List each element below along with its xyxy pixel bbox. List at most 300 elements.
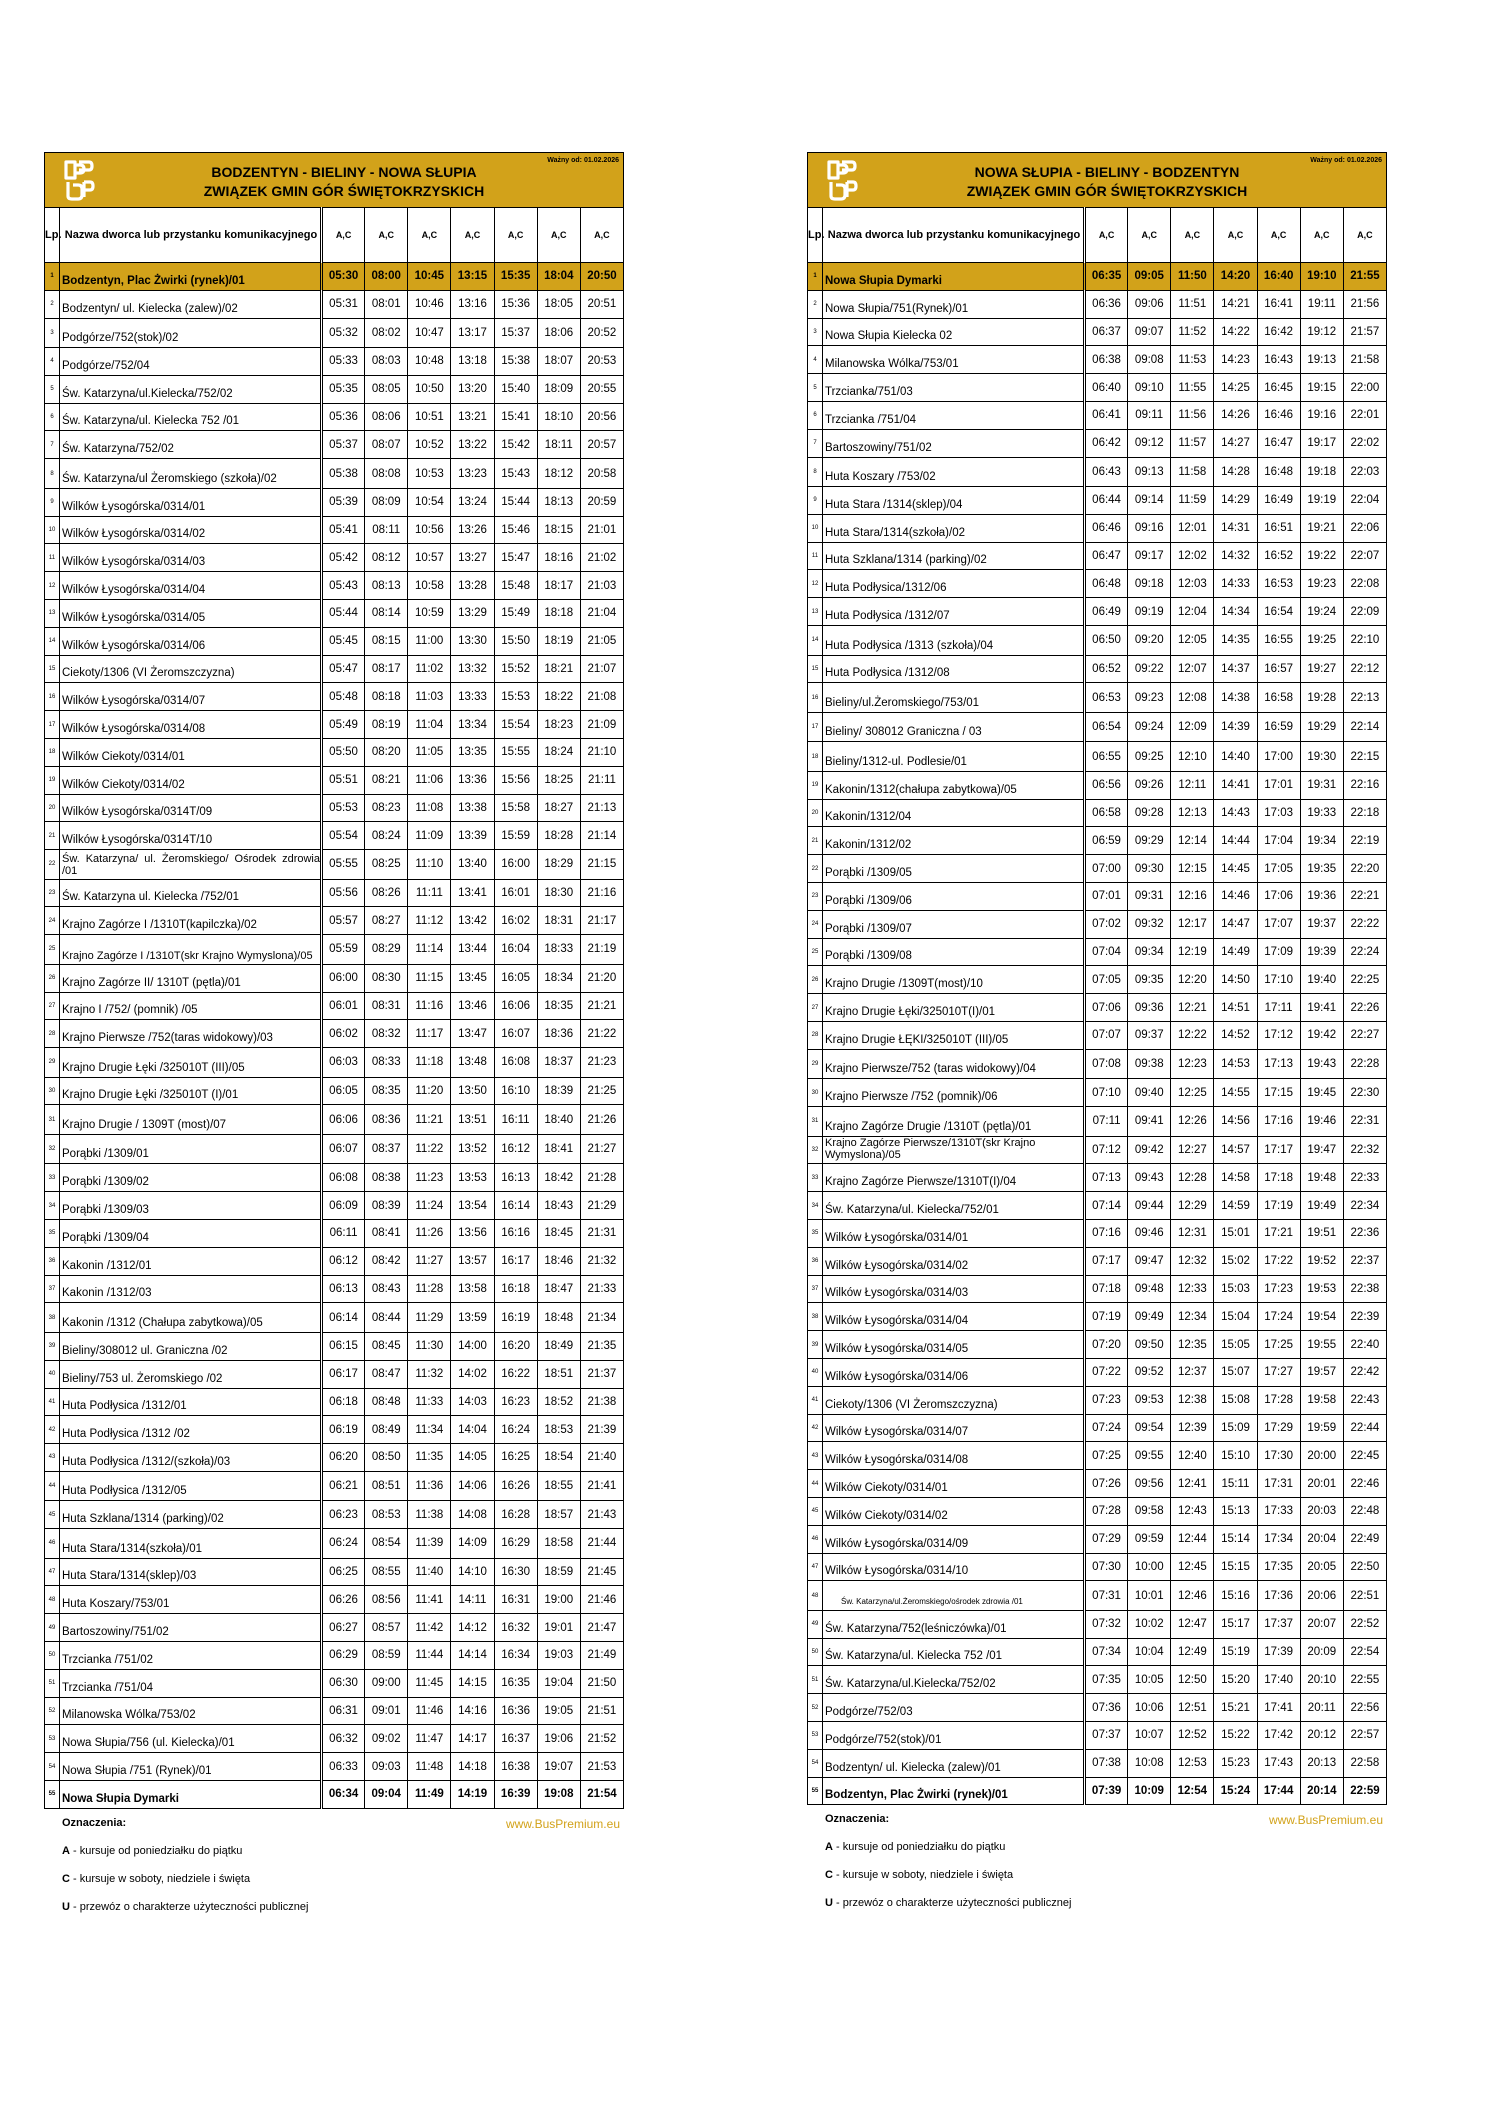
- departure-time: 09:06: [1128, 290, 1171, 318]
- departure-time: 16:23: [494, 1388, 537, 1416]
- stop-number: 6: [808, 401, 823, 429]
- stop-name-text: Krajno Drugie / 1309T (most)/07: [62, 1118, 227, 1131]
- departure-time: 07:23: [1085, 1386, 1128, 1414]
- stop-name-text: Św. Katarzyna/752(leśniczówka)/01: [825, 1622, 1007, 1635]
- stop-name: [823, 487, 1085, 515]
- departure-time: 08:09: [365, 488, 408, 516]
- departure-time: 14:22: [1214, 318, 1257, 346]
- departure-time: 22:15: [1343, 742, 1386, 772]
- departure-time: 17:27: [1257, 1359, 1300, 1387]
- stop-name-text: Wilków Ciekoty/0314/01: [62, 750, 185, 763]
- stop-number: 22: [45, 850, 60, 880]
- stop-name-text: Wilków Łysogórska/0314/03: [825, 1287, 969, 1300]
- departure-time: 20:00: [1300, 1442, 1343, 1470]
- departure-time: 09:13: [1128, 457, 1171, 487]
- departure-time: 16:04: [494, 935, 537, 965]
- departure-time: 15:04: [1214, 1303, 1257, 1331]
- departure-time: 06:38: [1085, 346, 1128, 374]
- departure-time: 16:53: [1257, 570, 1300, 598]
- departure-time: 07:18: [1085, 1275, 1128, 1303]
- stop-name: [823, 1414, 1085, 1442]
- departure-time: 15:47: [494, 544, 537, 572]
- stop-number: 55: [808, 1777, 823, 1805]
- stop-name-text: Krajno Zagórze II/ 1310T (pętla)/01: [62, 976, 241, 989]
- departure-time: 15:43: [494, 459, 537, 489]
- legend-title: Oznaczenia:: [825, 1813, 890, 1826]
- table-row: [808, 966, 1387, 994]
- departure-time: 21:43: [580, 1501, 623, 1529]
- stop-name-text: Bartoszowiny/751/02: [62, 1626, 169, 1639]
- departure-time: 22:57: [1343, 1722, 1386, 1750]
- departure-time: 13:27: [451, 544, 494, 572]
- table-row: [808, 598, 1387, 626]
- departure-time: 12:02: [1171, 542, 1214, 570]
- table-row: [45, 1416, 624, 1444]
- stop-number: 38: [808, 1303, 823, 1331]
- website-link[interactable]: www.BusPremium.eu: [505, 1816, 620, 1831]
- departure-time: 22:50: [1343, 1553, 1386, 1581]
- departure-time: 06:29: [322, 1642, 365, 1670]
- stop-name-text: Milanowska Wólka/753/01: [825, 358, 959, 371]
- departure-time: 08:27: [365, 907, 408, 935]
- stop-number: 8: [45, 459, 60, 489]
- departure-time: 14:32: [1214, 542, 1257, 570]
- table-row: [45, 850, 624, 880]
- departure-time: 20:51: [580, 290, 623, 318]
- stop-number: 38: [45, 1303, 60, 1333]
- stop-number: 32: [808, 1136, 823, 1164]
- stop-name: [823, 318, 1085, 346]
- table-row: [808, 1331, 1387, 1359]
- departure-time: 09:20: [1128, 626, 1171, 656]
- stop-name: [823, 514, 1085, 542]
- departure-time: 19:15: [1300, 374, 1343, 402]
- departure-time: 18:33: [537, 935, 580, 965]
- departure-time: 18:48: [537, 1303, 580, 1333]
- departure-time: 06:46: [1085, 514, 1128, 542]
- departure-time: 13:17: [451, 318, 494, 348]
- departure-time: 21:11: [580, 766, 623, 794]
- departure-time: 08:20: [365, 738, 408, 766]
- stop-name-text: Trzcianka/751/03: [825, 385, 913, 398]
- departure-time: 22:49: [1343, 1525, 1386, 1553]
- stop-name-text: Św. Katarzyna/ul. Kielecka 752 /01: [825, 1650, 1003, 1663]
- departure-time: 11:36: [408, 1471, 451, 1501]
- stop-name-text: Podgórze/752/04: [62, 359, 150, 372]
- stop-name: [823, 1666, 1085, 1694]
- departure-time: 13:28: [451, 572, 494, 600]
- stop-name: [823, 1359, 1085, 1387]
- departure-time: 09:40: [1128, 1079, 1171, 1107]
- departure-time: 11:15: [408, 964, 451, 992]
- table-row: [45, 1529, 624, 1559]
- stop-number: 30: [808, 1079, 823, 1107]
- departure-time: 07:06: [1085, 994, 1128, 1022]
- departure-time: 21:08: [580, 683, 623, 711]
- stop-name: [823, 570, 1085, 598]
- departure-time: 06:42: [1085, 429, 1128, 457]
- valid-from: Ważny od: 01.02.2026: [1310, 157, 1382, 164]
- departure-time: 06:54: [1085, 712, 1128, 742]
- departure-time: 14:46: [1214, 883, 1257, 911]
- table-row: [808, 1749, 1387, 1777]
- stop-name: [823, 1610, 1085, 1638]
- departure-time: 12:22: [1171, 1022, 1214, 1050]
- stop-name-text: Nowa Słupia/751(Rynek)/01: [825, 302, 969, 315]
- stop-number: 45: [808, 1497, 823, 1525]
- departure-time: 16:42: [1257, 318, 1300, 346]
- departure-time: 22:34: [1343, 1192, 1386, 1220]
- stop-name: [60, 1501, 322, 1529]
- stop-name: [823, 771, 1085, 799]
- course-header: A,C: [365, 208, 408, 263]
- departure-time: 05:36: [322, 403, 365, 431]
- table-row: [808, 1275, 1387, 1303]
- table-row: [45, 935, 624, 965]
- departure-time: 06:15: [322, 1332, 365, 1360]
- departure-time: 22:02: [1343, 429, 1386, 457]
- departure-time: 11:11: [408, 879, 451, 907]
- departure-time: 17:15: [1257, 1079, 1300, 1107]
- departure-time: 14:09: [451, 1529, 494, 1559]
- departure-time: 22:07: [1343, 542, 1386, 570]
- departure-time: 15:14: [1214, 1525, 1257, 1553]
- lp-header: Lp.: [808, 208, 823, 263]
- departure-time: 20:58: [580, 459, 623, 489]
- stop-name-text: Kakonin /1312/03: [62, 1287, 152, 1300]
- table-row: [808, 1414, 1387, 1442]
- departure-time: 19:51: [1300, 1220, 1343, 1248]
- stop-name: [60, 766, 322, 794]
- departure-time: 18:30: [537, 879, 580, 907]
- stop-name-text: Porąbki /1309/03: [62, 1204, 149, 1217]
- course-header: A,C: [1214, 208, 1257, 263]
- table-row: [45, 263, 624, 291]
- departure-time: 05:38: [322, 459, 365, 489]
- departure-time: 20:56: [580, 403, 623, 431]
- departure-time: 10:50: [408, 375, 451, 403]
- departure-time: 21:28: [580, 1164, 623, 1192]
- departure-time: 14:59: [1214, 1192, 1257, 1220]
- departure-time: 20:52: [580, 318, 623, 348]
- departure-time: 09:29: [1128, 827, 1171, 855]
- stop-name: [823, 994, 1085, 1022]
- departure-time: 08:39: [365, 1192, 408, 1220]
- table-row: [45, 1303, 624, 1333]
- stop-number: 53: [808, 1722, 823, 1750]
- table-row: [808, 1497, 1387, 1525]
- departure-time: 14:31: [1214, 514, 1257, 542]
- departure-time: 18:53: [537, 1416, 580, 1444]
- table-row: [808, 742, 1387, 772]
- departure-time: 22:48: [1343, 1497, 1386, 1525]
- departure-time: 07:35: [1085, 1666, 1128, 1694]
- departure-time: 05:35: [322, 375, 365, 403]
- departure-time: 14:15: [451, 1669, 494, 1697]
- departure-time: 05:30: [322, 263, 365, 291]
- table-row: [808, 855, 1387, 883]
- departure-time: 19:34: [1300, 827, 1343, 855]
- departure-time: 06:56: [1085, 771, 1128, 799]
- stop-number: 27: [45, 992, 60, 1020]
- departure-time: 17:44: [1257, 1777, 1300, 1805]
- departure-time: 21:53: [580, 1753, 623, 1781]
- course-header: A,C: [1300, 208, 1343, 263]
- stop-name-text: Huta Podłysica /1312/07: [825, 610, 950, 623]
- stop-name-text: Wilków Łysogórska/0314/04: [62, 583, 206, 596]
- table-row: [808, 1220, 1387, 1248]
- departure-time: 16:05: [494, 964, 537, 992]
- departure-time: 16:24: [494, 1416, 537, 1444]
- departure-time: 12:43: [1171, 1497, 1214, 1525]
- departure-time: 13:33: [451, 683, 494, 711]
- stop-name-text: Wilków Łysogórska/0314/01: [62, 500, 206, 513]
- stop-number: 12: [808, 570, 823, 598]
- departure-time: 13:56: [451, 1220, 494, 1248]
- departure-time: 18:57: [537, 1501, 580, 1529]
- departure-time: 14:37: [1214, 655, 1257, 683]
- stop-number: 13: [808, 598, 823, 626]
- departure-time: 18:42: [537, 1164, 580, 1192]
- departure-time: 07:26: [1085, 1470, 1128, 1498]
- stop-name-text: Huta Podłysica /1313 (szkoła)/04: [825, 639, 994, 652]
- departure-time: 09:34: [1128, 938, 1171, 966]
- departure-time: 12:14: [1171, 827, 1214, 855]
- table-row: [808, 626, 1387, 656]
- departure-time: 16:52: [1257, 542, 1300, 570]
- departure-time: 15:19: [1214, 1638, 1257, 1666]
- departure-time: 16:02: [494, 907, 537, 935]
- departure-time: 17:33: [1257, 1497, 1300, 1525]
- stop-number: 55: [45, 1781, 60, 1809]
- departure-time: 16:48: [1257, 457, 1300, 487]
- departure-time: 21:07: [580, 655, 623, 683]
- departure-time: 15:23: [1214, 1749, 1257, 1777]
- stop-name: [60, 516, 322, 544]
- stop-name: [823, 346, 1085, 374]
- departure-time: 06:12: [322, 1247, 365, 1275]
- departure-time: 21:34: [580, 1303, 623, 1333]
- departure-time: 12:15: [1171, 855, 1214, 883]
- departure-time: 14:05: [451, 1444, 494, 1472]
- stop-name-text: Bodzentyn/ ul. Kielecka (zalew)/01: [825, 1761, 1001, 1774]
- legend-c: C - kursuje w soboty, niedziele i święta: [62, 1872, 251, 1885]
- stop-name: [823, 1247, 1085, 1275]
- departure-time: 14:45: [1214, 855, 1257, 883]
- departure-time: 11:33: [408, 1388, 451, 1416]
- stop-name-text: Bieliny/ul.Żeromskiego/753/01: [825, 696, 980, 709]
- stop-name: [823, 263, 1085, 291]
- stop-name: [60, 1247, 322, 1275]
- departure-time: 07:36: [1085, 1694, 1128, 1722]
- departure-time: 15:09: [1214, 1414, 1257, 1442]
- departure-time: 12:50: [1171, 1666, 1214, 1694]
- stop-number: 33: [45, 1164, 60, 1192]
- departure-time: 05:31: [322, 290, 365, 318]
- departure-time: 19:47: [1300, 1136, 1343, 1164]
- departure-time: 19:27: [1300, 655, 1343, 683]
- stop-number: 23: [808, 883, 823, 911]
- departure-time: 16:08: [494, 1048, 537, 1078]
- departure-time: 09:14: [1128, 487, 1171, 515]
- table-row: [45, 1275, 624, 1303]
- table-row: [808, 1303, 1387, 1331]
- stop-name: [823, 290, 1085, 318]
- departure-time: 16:25: [494, 1444, 537, 1472]
- stop-name: [60, 348, 322, 376]
- departure-time: 13:44: [451, 935, 494, 965]
- departure-time: 18:07: [537, 348, 580, 376]
- stop-name-text: Wilków Łysogórska/0314/03: [62, 556, 206, 569]
- stop-number: 2: [45, 290, 60, 318]
- departure-time: 08:56: [365, 1586, 408, 1614]
- stop-name-text: Wilków Łysogórska/0314/09: [825, 1537, 969, 1550]
- departure-time: 16:39: [494, 1781, 537, 1809]
- stop-number: 21: [808, 827, 823, 855]
- table-row: [45, 599, 624, 627]
- stop-name-text: Trzcianka /751/04: [62, 1681, 153, 1694]
- departure-time: 19:42: [1300, 1022, 1343, 1050]
- stop-name: [823, 683, 1085, 713]
- departure-time: 19:31: [1300, 771, 1343, 799]
- table-row: [45, 1077, 624, 1105]
- departure-time: 11:35: [408, 1444, 451, 1472]
- stop-name: [60, 1134, 322, 1164]
- departure-time: 13:51: [451, 1105, 494, 1135]
- departure-time: 11:20: [408, 1077, 451, 1105]
- departure-time: 11:03: [408, 683, 451, 711]
- departure-time: 14:53: [1214, 1049, 1257, 1079]
- departure-time: 21:21: [580, 992, 623, 1020]
- departure-time: 16:13: [494, 1164, 537, 1192]
- departure-time: 07:01: [1085, 883, 1128, 911]
- stop-name-text: Św. Katarzyna/ul.Kielecka/752/02: [62, 387, 233, 400]
- stop-name-text: Ciekoty/1306 (VI Żeromszczyzna): [62, 667, 235, 680]
- departure-time: 11:21: [408, 1105, 451, 1135]
- stop-name: [823, 1553, 1085, 1581]
- departure-time: 06:31: [322, 1697, 365, 1725]
- departure-time: 15:42: [494, 431, 537, 459]
- departure-time: 19:41: [1300, 994, 1343, 1022]
- departure-time: 22:36: [1343, 1220, 1386, 1248]
- departure-time: 05:37: [322, 431, 365, 459]
- departure-time: 21:32: [580, 1247, 623, 1275]
- departure-time: 11:42: [408, 1614, 451, 1642]
- stop-name: [60, 935, 322, 965]
- legend-u: U - przewóz o charakterze użyteczności publicznej: [825, 1897, 1072, 1910]
- table-row: [808, 346, 1387, 374]
- departure-time: 18:36: [537, 1020, 580, 1048]
- stop-number: 47: [45, 1558, 60, 1586]
- departure-time: 06:07: [322, 1134, 365, 1164]
- legend-u: U - przewóz o charakterze użyteczności publicznej: [62, 1900, 309, 1913]
- stop-name-text: Św. Katarzyna/ul.Kielecka/752/02: [825, 1678, 996, 1691]
- departure-time: 09:47: [1128, 1247, 1171, 1275]
- stop-name: [60, 375, 322, 403]
- stop-name: [60, 263, 322, 291]
- stop-name-text: Nowa Słupia Dymarki: [825, 274, 942, 287]
- stop-number: 50: [808, 1638, 823, 1666]
- stop-number: 36: [808, 1247, 823, 1275]
- stop-name: [823, 626, 1085, 656]
- departure-time: 18:40: [537, 1105, 580, 1135]
- departure-time: 17:39: [1257, 1638, 1300, 1666]
- departure-time: 14:44: [1214, 827, 1257, 855]
- course-header: A,C: [494, 208, 537, 263]
- stop-number: 15: [45, 655, 60, 683]
- stop-name: [60, 572, 322, 600]
- stop-number: 42: [808, 1414, 823, 1442]
- departure-time: 14:18: [451, 1753, 494, 1781]
- stop-name: [60, 1614, 322, 1642]
- stop-number: 50: [45, 1642, 60, 1670]
- departure-time: 15:17: [1214, 1610, 1257, 1638]
- stop-name: [60, 711, 322, 739]
- table-row: [808, 1022, 1387, 1050]
- departure-time: 12:28: [1171, 1164, 1214, 1192]
- departure-time: 14:55: [1214, 1079, 1257, 1107]
- departure-time: 08:31: [365, 992, 408, 1020]
- departure-time: 07:11: [1085, 1107, 1128, 1137]
- stop-name-text: Trzcianka /751/04: [825, 413, 916, 426]
- departure-time: 08:44: [365, 1303, 408, 1333]
- stop-number: 18: [808, 742, 823, 772]
- departure-time: 09:58: [1128, 1497, 1171, 1525]
- website-link[interactable]: www.BusPremium.eu: [1268, 1813, 1383, 1828]
- stop-name: [823, 1192, 1085, 1220]
- departure-time: 16:38: [494, 1753, 537, 1781]
- course-header: A,C: [408, 208, 451, 263]
- departure-time: 09:38: [1128, 1049, 1171, 1079]
- departure-time: 11:06: [408, 766, 451, 794]
- departure-time: 17:22: [1257, 1247, 1300, 1275]
- departure-time: 09:01: [365, 1697, 408, 1725]
- stop-name-text: Wilków Łysogórska/0314/01: [825, 1231, 969, 1244]
- departure-time: 21:47: [580, 1614, 623, 1642]
- stop-number: 16: [45, 683, 60, 711]
- stop-number: 19: [808, 771, 823, 799]
- departure-time: 06:21: [322, 1471, 365, 1501]
- departure-time: 19:39: [1300, 938, 1343, 966]
- stop-number: 37: [45, 1275, 60, 1303]
- stop-name: [60, 1020, 322, 1048]
- departure-time: 22:56: [1343, 1694, 1386, 1722]
- departure-time: 09:19: [1128, 598, 1171, 626]
- stop-name: [823, 712, 1085, 742]
- departure-time: 19:11: [1300, 290, 1343, 318]
- departure-time: 08:00: [365, 263, 408, 291]
- departure-time: 18:17: [537, 572, 580, 600]
- departure-time: 16:12: [494, 1134, 537, 1164]
- stop-name: [60, 599, 322, 627]
- stop-name: [823, 429, 1085, 457]
- stop-name-text: Porąbki /1309/04: [62, 1231, 149, 1244]
- stop-name: [60, 1642, 322, 1670]
- departure-time: 14:41: [1214, 771, 1257, 799]
- stop-number: 41: [45, 1388, 60, 1416]
- departure-time: 17:07: [1257, 910, 1300, 938]
- departure-time: 18:10: [537, 403, 580, 431]
- departure-time: 13:50: [451, 1077, 494, 1105]
- stop-number: 40: [808, 1359, 823, 1387]
- departure-time: 06:26: [322, 1586, 365, 1614]
- departure-time: 13:36: [451, 766, 494, 794]
- stop-name: [60, 1529, 322, 1559]
- departure-time: 18:55: [537, 1471, 580, 1501]
- stop-name: [60, 544, 322, 572]
- stop-name: [60, 1303, 322, 1333]
- stop-number: 33: [808, 1164, 823, 1192]
